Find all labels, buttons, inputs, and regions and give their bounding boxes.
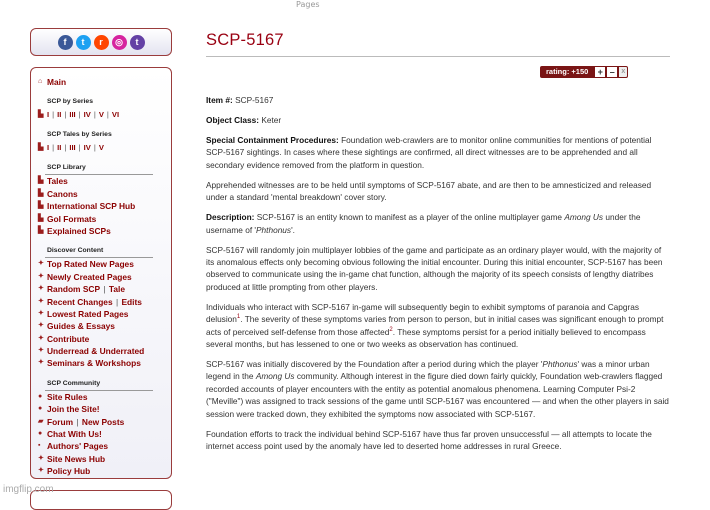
- sidebar-item-goi-formats[interactable]: [31, 213, 171, 225]
- sidebar-item-join[interactable]: [31, 403, 171, 415]
- sidebar-item-guides[interactable]: [31, 320, 171, 332]
- new-posts-link[interactable]: New Posts: [81, 416, 125, 427]
- text-run: SCP-5167 is an entity known to manifest as a player of the online multiplayer game: [256, 212, 563, 223]
- sidebar-item-authors[interactable]: [31, 440, 171, 452]
- series-link[interactable]: V: [98, 110, 104, 120]
- text-run: Individuals who interact with SCP-5167 in-game will subsequently begin to exhibit symptoms of paranoia and Capgras delusion: [206, 301, 640, 325]
- cancel-vote-button[interactable]: x: [618, 66, 628, 78]
- containment-text: Foundation web-crawlers are to monitor online communities for mentions of potential SCP-5167 sightings. In cases where these sightings are confirmed, all direct witnesses are to be apprehended and all secondary evidence removed from the platform in question.: [206, 135, 652, 170]
- series-link[interactable]: VI: [111, 110, 120, 120]
- top-nav-link[interactable]: Pages: [296, 0, 320, 9]
- text-run: under the username of ': [206, 212, 641, 235]
- sidebar-item-newly-created[interactable]: [31, 271, 171, 283]
- sidebar-item-label: Guides & Essays: [47, 321, 115, 332]
- sidebar-item-top-rated[interactable]: [31, 258, 171, 270]
- sidebar-item-label: GoI Formats: [47, 213, 97, 224]
- star-icon: ✦: [38, 309, 44, 317]
- sidebar-item-label: Contribute: [47, 333, 90, 344]
- sidebar-item-label: Authors' Pages: [47, 441, 109, 452]
- chat-icon: ●: [38, 430, 43, 438]
- sidebar-item-label: Explained SCPs: [47, 225, 111, 236]
- text-run: '.: [291, 224, 295, 235]
- sidebar-item-seminars[interactable]: [31, 357, 171, 369]
- random-tale-link[interactable]: Tale: [108, 284, 126, 295]
- twitch-icon[interactable]: t: [130, 35, 145, 50]
- info-icon: ●: [38, 392, 43, 400]
- sidebar-item-main[interactable]: [31, 76, 171, 88]
- instagram-icon[interactable]: ◎: [112, 35, 127, 50]
- object-class-line: [206, 114, 671, 126]
- sidebar-item-label: Tales: [47, 176, 68, 187]
- description-paragraph: [206, 211, 671, 236]
- page-content: [206, 94, 671, 460]
- sidebar-item-explained-scps[interactable]: [31, 225, 171, 237]
- sidebar-item-label: Newly Created Pages: [47, 271, 132, 282]
- book-icon: ▙: [38, 144, 44, 152]
- sidebar-item-chat[interactable]: [31, 428, 171, 440]
- description-label: Description:: [206, 212, 255, 223]
- item-number-line: [206, 94, 671, 106]
- page-title: SCP-5167: [206, 31, 284, 49]
- footnote-ref[interactable]: 2: [389, 326, 393, 333]
- sidebar-heading-scp-library: SCP Library: [45, 162, 153, 175]
- item-value: SCP-5167: [235, 95, 274, 105]
- random-scp-link[interactable]: Random SCP: [47, 284, 101, 295]
- policy-icon: ✦: [38, 467, 44, 475]
- top-navigation-strip: [0, 0, 710, 9]
- upvote-button[interactable]: +: [594, 66, 606, 78]
- text-run: community. Although interest in the figure died down fairly quickly, Foundation web-crawlers flagged recorded accounts of player encounters with the entity as potential anomalous phenomena. Learning Computer Psi-2 ("Meville") was assigned to track sessions of the game until SCP-5167 was encountered — and when the other players in said session were tracked down, they exhibited the symptoms now associated with SCP-5167.: [206, 371, 669, 419]
- series-link[interactable]: II: [57, 143, 62, 153]
- sidebar-item-label: Lowest Rated Pages: [47, 308, 129, 319]
- sidebar-item-forum[interactable]: ▰ Forum | New Posts: [38, 416, 125, 427]
- sidebar-item-label: Join the Site!: [47, 404, 100, 415]
- sidebar-item-lowest-rated[interactable]: [31, 308, 171, 320]
- star-icon: ✦: [38, 285, 44, 293]
- sidebar-item-underread[interactable]: [31, 345, 171, 357]
- series-link[interactable]: IV: [83, 110, 91, 120]
- recent-changes-link[interactable]: Recent Changes: [47, 296, 113, 307]
- star-icon: ✦: [38, 334, 44, 342]
- forum-link[interactable]: Forum: [47, 416, 74, 427]
- sidebar-item-label: Chat With Us!: [47, 429, 102, 440]
- book-icon: ▙: [38, 226, 44, 234]
- rating-module: [540, 66, 628, 78]
- series-link[interactable]: II: [57, 110, 62, 120]
- footnote-ref[interactable]: 1: [236, 314, 241, 321]
- sidebar-item-policy[interactable]: [31, 465, 171, 477]
- star-icon: ✦: [38, 297, 44, 305]
- sidebar-item-label: International SCP Hub: [47, 201, 136, 212]
- series-link[interactable]: I: [47, 110, 50, 120]
- sidebar-tales-series-row: ▙ I | II | III | IV | V: [38, 143, 104, 153]
- imgflip-watermark: imgflip.com: [3, 484, 54, 495]
- paragraph: SCP-5167 will randomly join multiplayer lobbies of the game and participate as an ordinary player would, with the majority of its anomalous effects only becoming obvious following the initial encounter. During this initial encounter, SCP-5167 has been observed to communicate using the in-game chat function, although the majority of its speech consists of lengthy diatribes produced at little prompting from other players.: [206, 244, 663, 292]
- text-run: . These symptoms persist for a period initially believed to encompass several months, but has lessened to one or two weeks as observation has continued.: [206, 326, 646, 350]
- text-run: SCP-5167 was initially discovered by the Foundation after a period during which the player ': [206, 359, 543, 370]
- symptoms-paragraph: [206, 301, 671, 351]
- sidebar-heading-scp-tales: SCP Tales by Series: [47, 131, 112, 139]
- sidebar-item-international-hub[interactable]: [31, 200, 171, 212]
- downvote-button[interactable]: –: [606, 66, 618, 78]
- social-links-box: [30, 28, 172, 56]
- game-name: Among Us: [255, 371, 295, 382]
- item-label: Item #:: [206, 95, 233, 105]
- sidebar-item-recent-changes[interactable]: ✦ Recent Changes | Edits: [38, 296, 142, 307]
- text-run: ' was a minor urban legend in the: [206, 359, 650, 382]
- book-icon: ▙: [38, 189, 44, 197]
- top-nav-links: [296, 0, 710, 9]
- sidebar-item-label: Site News Hub: [47, 453, 106, 464]
- star-icon: ✦: [38, 260, 44, 268]
- star-icon: ✦: [38, 347, 44, 355]
- forum-icon: ▰: [38, 417, 44, 425]
- sidebar-item-label: Canons: [47, 188, 78, 199]
- join-icon: ●: [38, 405, 43, 413]
- class-value: Keter: [261, 115, 282, 125]
- containment-label: Special Containment Procedures:: [206, 135, 339, 145]
- game-name: Among Us: [564, 212, 604, 223]
- sidebar-series-row: ▙ I | II | III | IV | V | VI: [38, 110, 120, 120]
- book-icon: ▙: [38, 202, 44, 210]
- edits-link[interactable]: Edits: [121, 296, 142, 307]
- sidebar-item-canons[interactable]: [31, 188, 171, 200]
- rating-label: rating: +150: [540, 66, 594, 78]
- series-link[interactable]: III: [69, 143, 76, 153]
- sidebar-item-label: Seminars & Workshops: [47, 358, 141, 369]
- home-icon: ⌂: [38, 78, 43, 85]
- class-label: Object Class:: [206, 115, 260, 125]
- star-icon: ✦: [38, 359, 44, 367]
- username: Phthonus: [256, 224, 292, 235]
- username: Phthonus: [542, 359, 578, 370]
- discovery-paragraph: [206, 358, 671, 420]
- sidebar-heading-scp-by-series: SCP by Series: [47, 98, 93, 106]
- side-navigation: [30, 67, 172, 479]
- paragraph: Apprehended witnesses are to be held until symptoms of SCP-5167 abate, and are then to be amnesticized and released under a standard 'mental breakdown' cover story.: [206, 179, 652, 203]
- sidebar-item-label: Site Rules: [47, 391, 88, 402]
- star-icon: ✦: [38, 272, 44, 280]
- title-divider: [206, 56, 670, 57]
- series-link[interactable]: I: [47, 143, 50, 153]
- sidebar-item-label: Main: [47, 77, 67, 87]
- sidebar-item-tales[interactable]: [31, 175, 171, 187]
- twitter-icon[interactable]: t: [76, 35, 91, 50]
- book-icon: ▙: [38, 111, 44, 119]
- news-icon: ✦: [38, 454, 44, 462]
- sidebar-item-random[interactable]: ✦ Random SCP | Tale: [38, 284, 126, 295]
- containment-paragraph: [206, 134, 671, 171]
- sidebar-item-site-rules[interactable]: [31, 391, 171, 403]
- series-link[interactable]: III: [69, 110, 76, 120]
- reddit-icon[interactable]: r: [94, 35, 109, 50]
- user-icon: ▪: [38, 442, 41, 450]
- sidebar-heading-discover: Discover Content: [45, 245, 153, 258]
- sidebar-item-label: Policy Hub: [47, 466, 91, 477]
- paragraph: Foundation efforts to track the individual behind SCP-5167 have thus far proven unsuccessful — all attempts to locate the internet access point used by the anomaly have led to deserted home addresses in rural Greece.: [206, 428, 652, 452]
- series-link[interactable]: IV: [83, 143, 91, 153]
- series-link[interactable]: V: [98, 143, 104, 153]
- sidebar-item-label: Underread & Underrated: [47, 346, 145, 357]
- sidebar-item-site-news[interactable]: [31, 453, 171, 465]
- text-run: . The severity of these symptoms varies from person to person, but in initial cases was significant enough to prompt acts of perceived self-defense from those affected: [206, 314, 664, 337]
- sidebar-item-label: Top Rated New Pages: [47, 259, 134, 270]
- book-icon: ▙: [38, 177, 44, 185]
- sidebar-heading-community: SCP Community: [45, 378, 153, 391]
- facebook-icon[interactable]: f: [58, 35, 73, 50]
- star-icon: ✦: [38, 322, 44, 330]
- sidebar-item-contribute[interactable]: [31, 333, 171, 345]
- book-icon: ▙: [38, 214, 44, 222]
